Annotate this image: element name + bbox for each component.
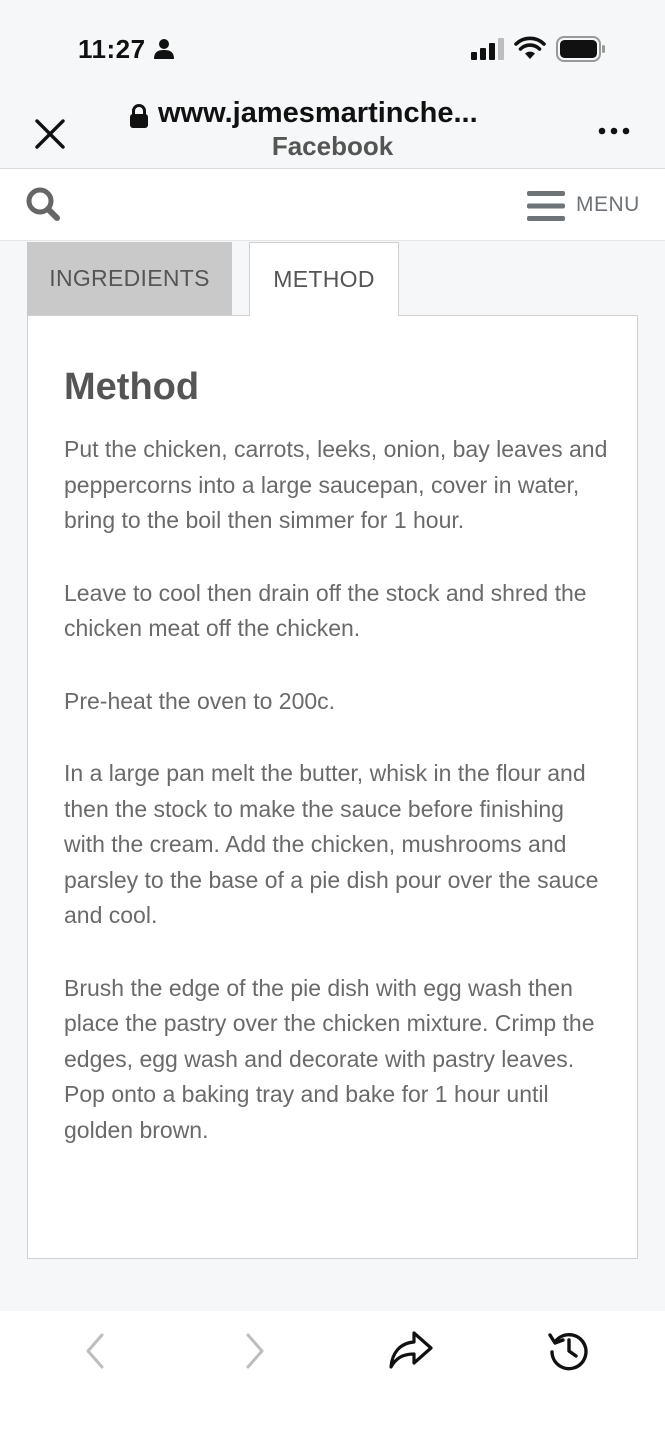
method-step: Pre-heat the oven to 200c. [64,687,336,714]
status-time: 11:27 [78,34,146,64]
lock-icon [128,104,150,128]
method-step: Leave to cool then drain off the stock and shred the chicken meat off the chicken. [64,579,587,641]
method-step: Put the chicken, carrots, leeks, onion, bay leaves and peppercorns into a large saucepan, cover in water, bring to the boil then simmer for 1 hour. [64,436,608,533]
url-text[interactable]: www.jamesmartinche... [158,97,478,129]
method-steps [64,432,609,1185]
method-step: In a large pan melt the butter, whisk in the flour and then the stock to make the sauce before finishing with the cream. Add the chicken, mushrooms and parsley to the base of a pie dish pour over the sauce and cool. [64,760,599,928]
method-step: Brush the edge of the pie dish with egg wash then place the pastry over the chicken mixture. Crimp the edges, egg wash and decorate with pastry leaves. Pop onto a baking tray and bake for 1 hour until golden brown. [64,974,595,1143]
site-nav [0,169,665,240]
source-label: Facebook [271,131,394,161]
tab-method[interactable]: METHOD [249,242,399,316]
battery-icon [556,36,606,62]
wifi-icon [514,36,546,60]
menu-icon[interactable] [527,190,565,222]
search-icon[interactable] [25,186,61,222]
history-icon[interactable] [548,1329,590,1371]
signal-icon [471,38,505,60]
nav-divider [0,240,665,241]
menu-label[interactable]: MENU [576,193,640,216]
forward-icon[interactable] [240,1331,270,1371]
method-title: Method [64,366,200,408]
person-icon [153,38,175,60]
back-icon[interactable] [80,1331,110,1371]
more-icon[interactable] [598,126,630,136]
share-icon[interactable] [388,1329,434,1371]
tab-ingredients[interactable]: INGREDIENTS [27,242,232,315]
